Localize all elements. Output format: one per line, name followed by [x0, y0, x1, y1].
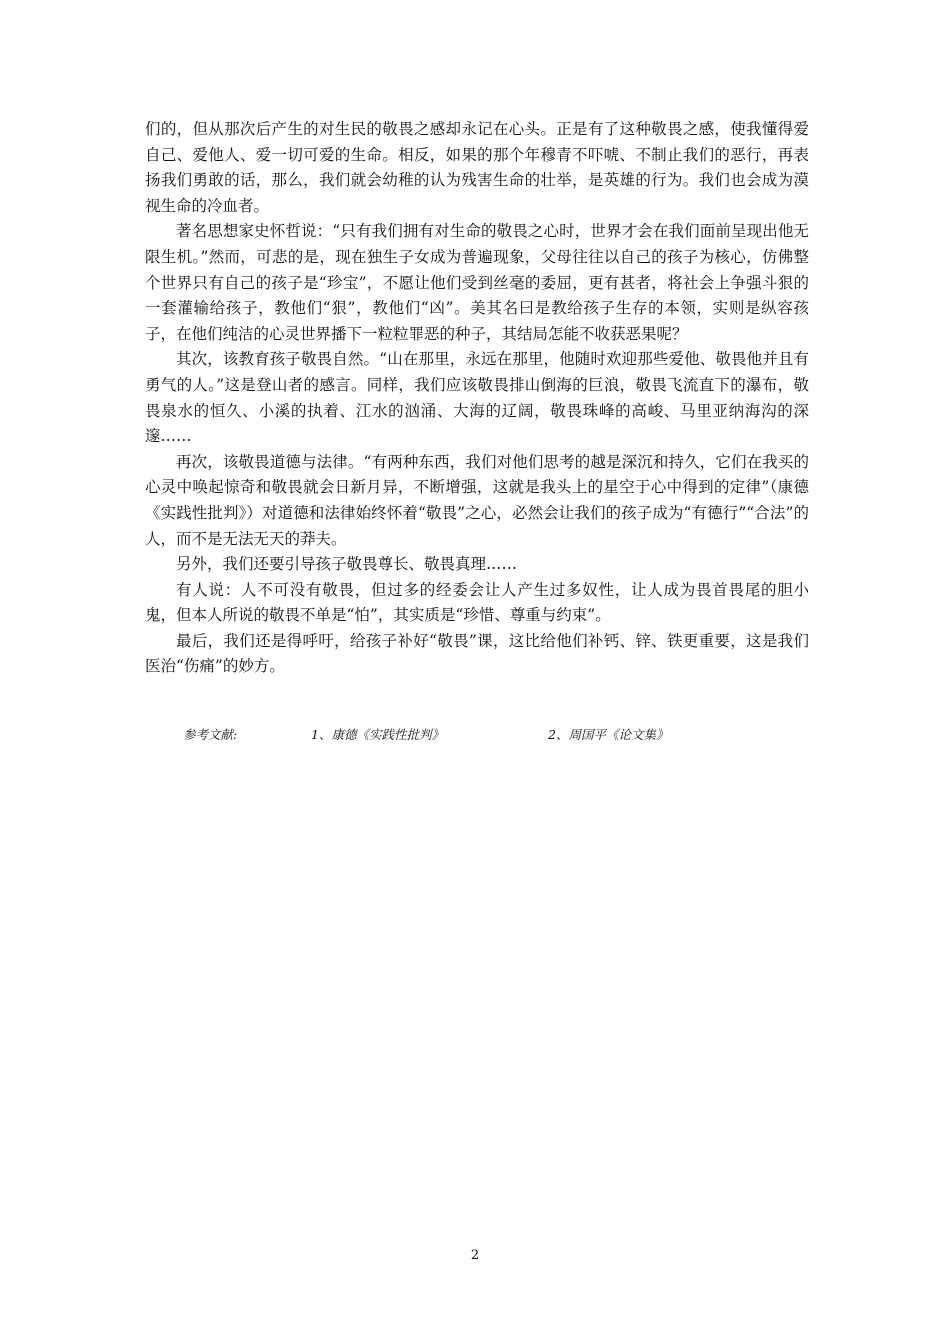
references-label: 参考文献:: [183, 727, 238, 742]
paragraph-4: 再次，该敬畏道德与法律。“有两种东西，我们对他们思考的越是深沉和持久，它们在我买的心灵中唤起惊奇和敬畏就会日新月异，不断增强，这就是我头上的星空于心中得到的定律”（康德《实践性批判》）对道德和法律始终怀着“敬畏”之心，必然会让我们的孩子成为“有德行”“合法”的人，而不是无法无天的莽夫。: [145, 452, 809, 548]
paragraph-2: 著名思想家史怀哲说：“只有我们拥有对生命的敬畏之心时，世界才会在我们面前呈现出他无限生机。”然而，可悲的是，现在独生子女成为普遍现象，父母往往以自己的孩子为核心，仿佛整个世界只有自己的孩子是“珍宝”，不愿让他们受到丝毫的委屈，更有甚者，将社会上争强斗狠的一套灌输给孩子，教他们“狠”，教他们“凶”。美其名曰是教给孩子生存的本领，实则是纵容孩子，在他们纯洁的心灵世界播下一粒粒罪恶的种子，其结局怎能不收获恶果呢？: [145, 222, 809, 343]
paragraph-3: 其次，该教育孩子敬畏自然。“山在那里，永远在那里，他随时欢迎那些爱他、敬畏他并且有勇气的人。”这是登山者的感言。同样，我们应该敬畏排山倒海的巨浪，敬畏飞流直下的瀑布，敬畏泉水的恒久、小溪的执着、江水的汹涌、大海的辽阔，敬畏珠峰的高峻、马里亚纳海沟的深邃……: [145, 350, 809, 446]
paragraph-1: 们的，但从那次后产生的对生民的敬畏之感却永记在心头。正是有了这种敬畏之感，使我懂得爱自己、爱他人、爱一切可爱的生命。相反，如果的那个年穆青不吓唬、不制止我们的恶行，再表扬我们勇敢的话，那么，我们就会幼稚的认为残害生命的壮举，是英雄的行为。我们也会成为漠视生命的冷血者。: [145, 120, 809, 215]
page-number: 2: [470, 1248, 480, 1263]
references: [183, 725, 743, 745]
reference-item: 2、周国平《论文集》: [548, 727, 669, 742]
paragraph-5: 另外，我们还要引导孩子敬畏尊长、敬畏真理……: [176, 555, 518, 574]
article-body: [145, 117, 809, 680]
paragraph-7: 最后，我们还是得呼吁，给孩子补好“敬畏”课，这比给他们补钙、锌、铁更重要，这是我们医治“伤痛”的妙方。: [145, 631, 809, 676]
reference-item: 1、康德《实践性批判》: [311, 727, 444, 742]
paragraph-6: 有人说：人不可没有敬畏，但过多的经委会让人产生过多奴性，让人成为畏首畏尾的胆小鬼，但本人所说的敬畏不单是“怕”，其实质是“珍惜、尊重与约束”。: [145, 580, 809, 625]
